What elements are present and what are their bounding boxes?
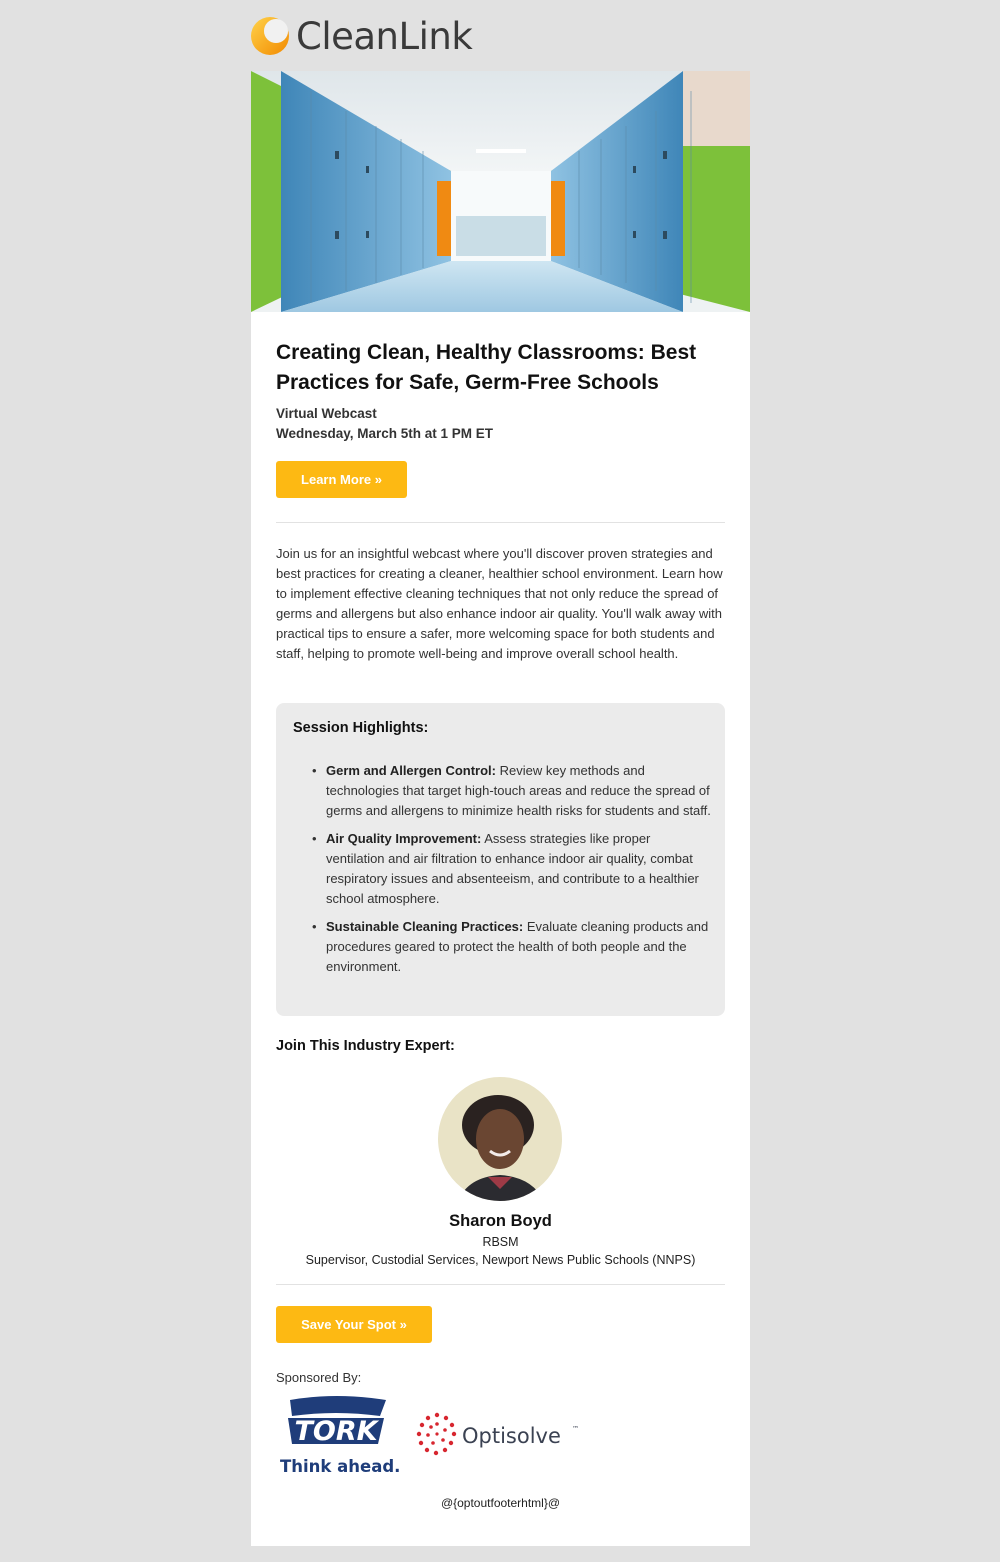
avatar bbox=[438, 1077, 562, 1201]
tork-wordmark: TORK bbox=[294, 1416, 378, 1447]
optisolve-mark-icon bbox=[417, 1413, 456, 1455]
logo-text: CleanLink bbox=[296, 14, 473, 58]
highlight-label: Sustainable Cleaning Practices: bbox=[326, 919, 524, 934]
highlight-text: Assess strategies like proper ventilation and air filtration to enhance indoor air quality, combat respiratory issues and absenteeism, and contribute to a healthier school atmosphere. bbox=[326, 831, 699, 906]
sponsored-by-label: Sponsored By: bbox=[276, 1370, 362, 1385]
event-meta bbox=[276, 404, 725, 444]
event-description: Join us for an insightful webcast where you'll discover proven strategies and best practices for creating a cleaner, healthier school environment. Learn how to implement effective cleaning techniques that not only reduce the spread of germs and allergens but also enhance indoor air quality. You'll walk away with practical tips to ensure a safer, more welcoming space for both students and staff, helping to promote well-being and improve overall school health. bbox=[276, 546, 723, 661]
save-your-spot-button[interactable]: Save Your Spot » bbox=[276, 1306, 432, 1343]
hero-image bbox=[251, 71, 750, 312]
highlights-list bbox=[326, 761, 711, 985]
event-format: Virtual Webcast bbox=[276, 406, 377, 421]
highlight-label: Germ and Allergen Control: bbox=[326, 763, 496, 778]
cleanlink-logo-mark-icon bbox=[250, 16, 290, 56]
highlight-label: Air Quality Improvement: bbox=[326, 831, 482, 846]
cleanlink-logo[interactable] bbox=[250, 14, 472, 58]
highlight-text: Review key methods and technologies that target high-touch areas and reduce the spread of germs and allergens to minimize health risks for students and staff. bbox=[326, 763, 711, 818]
event-datetime: Wednesday, March 5th at 1 PM ET bbox=[276, 426, 494, 441]
optisolve-logo[interactable] bbox=[416, 1411, 586, 1457]
learn-more-button[interactable]: Learn More » bbox=[276, 461, 407, 498]
list-item bbox=[326, 917, 711, 977]
expert-name: Sharon Boyd bbox=[449, 1212, 552, 1230]
highlight-text: Evaluate cleaning products and procedures geared to protect the health of both people and the environment. bbox=[326, 919, 709, 974]
session-highlights-box bbox=[276, 703, 725, 1016]
list-item bbox=[326, 829, 711, 909]
tork-tagline: Think ahead. bbox=[280, 1457, 401, 1476]
divider bbox=[276, 1284, 725, 1285]
expert-role: Supervisor, Custodial Services, Newport News Public Schools (NNPS) bbox=[305, 1253, 696, 1267]
expert-credential: RBSM bbox=[482, 1235, 519, 1249]
email-card bbox=[251, 71, 750, 1546]
footer-optout: @{optoutfooterhtml}@ bbox=[440, 1496, 561, 1510]
tork-logo[interactable] bbox=[276, 1392, 406, 1476]
highlights-title: Session Highlights: bbox=[293, 720, 429, 736]
divider bbox=[276, 522, 725, 523]
event-title: Creating Clean, Healthy Classrooms: Best Practices for Safe, Germ-Free Schools bbox=[276, 341, 697, 394]
optisolve-wordmark: Optisolve bbox=[462, 1424, 561, 1448]
svg-text:™: ™ bbox=[572, 1425, 579, 1433]
list-item bbox=[326, 761, 711, 821]
expert-section-title: Join This Industry Expert: bbox=[276, 1038, 455, 1054]
